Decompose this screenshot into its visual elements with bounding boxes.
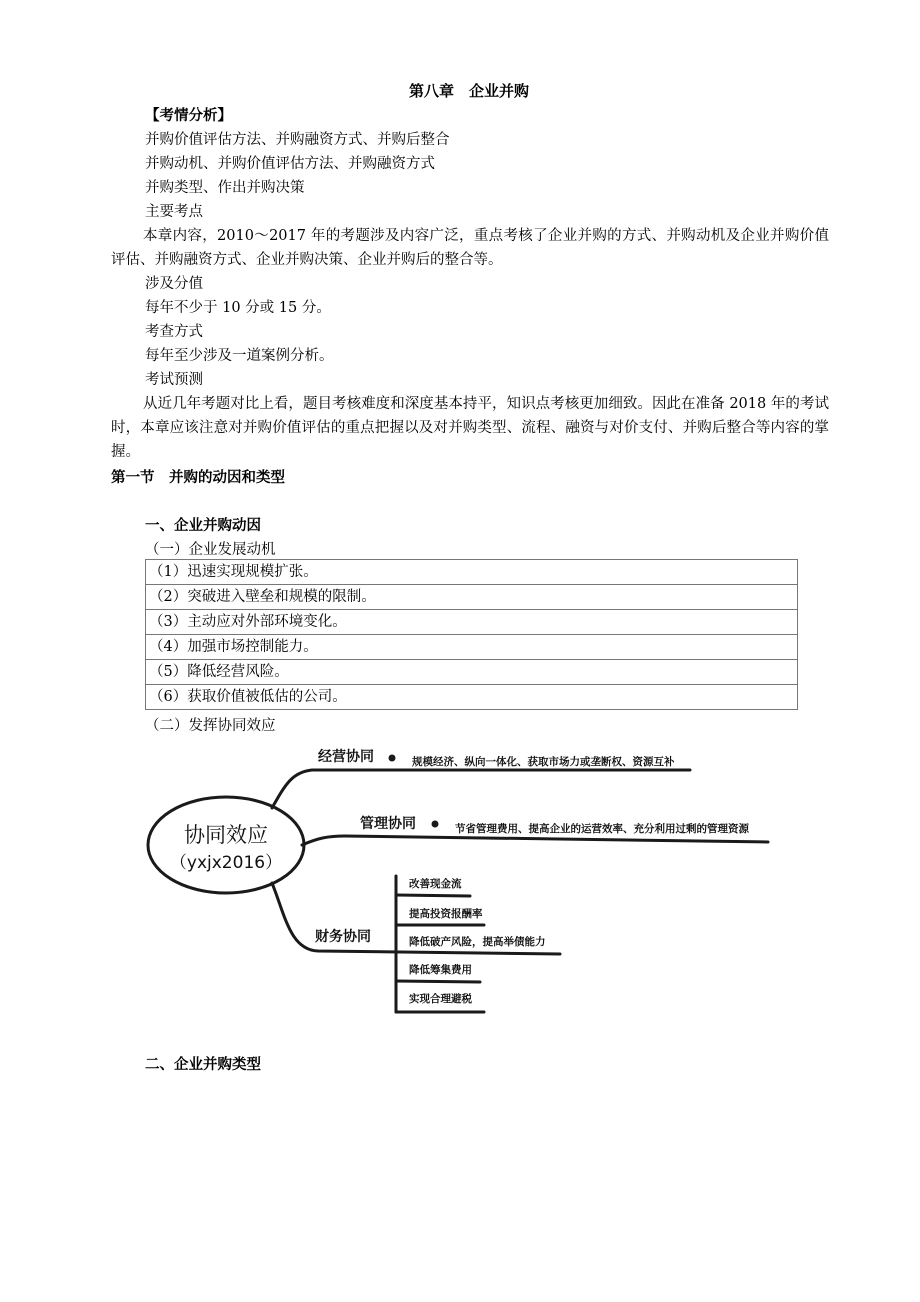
motive-cell: （5）降低经营风险。: [146, 660, 798, 685]
mindmap-center-ellipse: [148, 797, 304, 893]
table-row: [146, 585, 798, 610]
branch3-item: 实现合理避税: [409, 993, 472, 1005]
branch3-connector: [272, 883, 560, 954]
sub1-title: （一）企业发展动机: [145, 542, 276, 558]
chapter-title: 第八章 企业并购: [409, 82, 530, 100]
mindmap-center-line2: （yxjx2016）: [169, 853, 283, 873]
method-label: 考查方式: [145, 324, 203, 340]
branch3-item-line: [396, 981, 480, 982]
branch3-item: 降低筹集费用: [409, 964, 472, 976]
score-label: 涉及分值: [145, 276, 203, 292]
content-paragraph: 本章内容，2010～2017 年的考题涉及内容广泛，重点考核了企业并购的方式、并购动机及企业并购价值评估、并购融资方式、企业并购决策、企业并购后的整合等。: [111, 228, 829, 268]
branch2-bullet: [432, 821, 439, 828]
motives-table: [145, 559, 798, 710]
branch3-label: 财务协同: [315, 929, 371, 945]
table-row: [146, 660, 798, 685]
forecast-paragraph: 从近几年考题对比上看，题目考核难度和深度基本持平，知识点考核更加细致。因此在准备 2018 年的考试时，本章应该注意对并购价值评估的重点把握以及对并购类型、流程、融资与对价支付、并购后整合等内容的掌握。: [111, 396, 829, 460]
section1-title: 第一节 并购的动因和类型: [111, 470, 285, 486]
branch3-item: 提高投资报酬率: [409, 908, 483, 920]
table-row: [146, 635, 798, 660]
table-row: [146, 685, 798, 710]
method-text: 每年至少涉及一道案例分析。: [145, 348, 334, 364]
analysis-line-1: 并购价值评估方法、并购融资方式、并购后整合: [145, 132, 450, 148]
score-text: 每年不少于 10 分或 15 分。: [145, 300, 331, 316]
motive-cell: （3）主动应对外部环境变化。: [146, 610, 798, 635]
motive-cell: （2）突破进入壁垒和规模的限制。: [146, 585, 798, 610]
branch3-item: 改善现金流: [409, 878, 462, 890]
part1-title: 一、企业并购动因: [145, 518, 261, 534]
analysis-line-3: 并购类型、作出并购决策: [145, 180, 305, 196]
sub2-title: （二）发挥协同效应: [145, 718, 276, 734]
branch3-item: 降低破产风险，提高举债能力: [409, 936, 546, 948]
branch2-text: 节省管理费用、提高企业的运营效率、充分利用过剩的管理资源: [455, 823, 749, 835]
part2-title: 二、企业并购类型: [145, 1057, 261, 1073]
branch2-label: 管理协同: [360, 816, 416, 832]
branch1-connector: [272, 770, 690, 808]
motive-cell: （4）加强市场控制能力。: [146, 635, 798, 660]
analysis-line-4: 主要考点: [145, 204, 203, 220]
forecast-label: 考试预测: [145, 372, 203, 388]
exam-analysis-heading: 【考情分析】: [145, 108, 232, 124]
branch1-text: 规模经济、纵向一体化、获取市场力或垄断权、资源互补: [412, 756, 675, 768]
branch1-label: 经营协同: [318, 749, 374, 765]
mindmap-center-line1: 协同效应: [184, 823, 268, 847]
branch3-item-line: [396, 895, 470, 896]
motive-cell: （6）获取价值被低估的公司。: [146, 685, 798, 710]
branch1-bullet: [389, 755, 396, 762]
table-row: [146, 560, 798, 585]
branch2-connector: [302, 836, 768, 845]
table-row: [146, 610, 798, 635]
analysis-line-2: 并购动机、并购价值评估方法、并购融资方式: [145, 156, 435, 172]
motive-cell: （1）迅速实现规模扩张。: [146, 560, 798, 585]
